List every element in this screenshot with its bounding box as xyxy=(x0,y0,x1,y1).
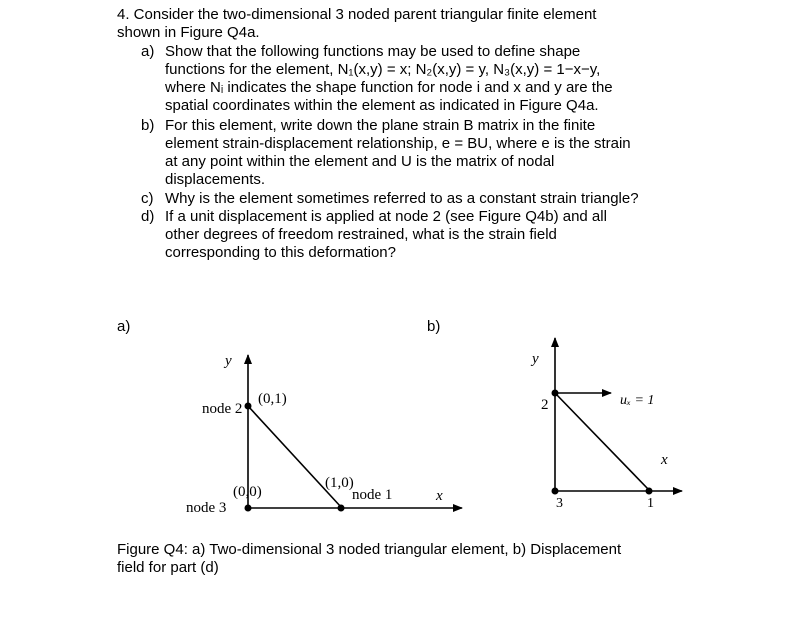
figure-a-node1-label: node 1 xyxy=(352,487,393,503)
figure-a-diagram xyxy=(186,353,462,516)
part-d-line3: corresponding to this deformation? xyxy=(165,244,396,261)
part-c-line1: Why is the element sometimes referred to as a constant strain triangle? xyxy=(165,190,639,207)
figure-a-node1-dot xyxy=(338,505,345,512)
figure-b-node1-dot xyxy=(646,488,653,495)
figure-a-node2-label: node 2 xyxy=(202,401,243,417)
part-b-line1: For this element, write down the plane strain B matrix in the finite xyxy=(165,117,596,134)
part-b-line4: displacements. xyxy=(165,171,266,188)
figure-a-node3-dot xyxy=(245,505,252,512)
figure-b-node2-dot xyxy=(552,390,559,397)
figure-a-hypotenuse xyxy=(248,406,341,507)
part-c-marker: c) xyxy=(141,190,154,207)
figure-a-label: a) xyxy=(117,318,131,335)
part-a-line1: Show that the following functions may be used to define shape xyxy=(165,43,581,60)
figure-b-node3-number: 3 xyxy=(556,496,563,511)
figure-a-x-label: x xyxy=(436,488,443,504)
part-b-line2: element strain-displacement relationship, e = BU, where e is the strain xyxy=(165,135,631,152)
part-a-line4: spatial coordinates within the element as indicated in Figure Q4a. xyxy=(165,97,599,114)
part-d-marker: d) xyxy=(141,208,155,225)
figure-b-label: b) xyxy=(427,318,441,335)
part-a-line2: functions for the element, N₁(x,y) = x; N₂(x,y) = y, N₃(x,y) = 1−x−y, xyxy=(165,61,601,78)
figure-b-y-label: y xyxy=(532,351,539,367)
figure-caption-line2: field for part (d) xyxy=(117,559,219,576)
part-b-marker: b) xyxy=(141,117,155,134)
question-title-line1: 4. Consider the two-dimensional 3 noded parent triangular finite element xyxy=(117,6,597,23)
figure-a-node3-label: node 3 xyxy=(186,500,227,516)
figure-b-node3-dot xyxy=(552,488,559,495)
figure-a-y-label: y xyxy=(225,353,232,369)
figure-a-node2-coord: (0,1) xyxy=(258,391,287,407)
part-a-line3: where Nᵢ indicates the shape function for node i and x and y are the xyxy=(165,79,613,96)
figure-b-diagram xyxy=(530,338,682,511)
figure-b-node1-number: 1 xyxy=(647,496,654,511)
part-a-marker: a) xyxy=(141,43,155,60)
figure-caption-line1: Figure Q4: a) Two-dimensional 3 noded triangular element, b) Displacement xyxy=(117,541,622,558)
question-title-line2: shown in Figure Q4a. xyxy=(117,24,260,41)
figure-a-node3-coord: (0,0) xyxy=(233,484,262,500)
part-b-line3: at any point within the element and U is the matrix of nodal xyxy=(165,153,555,170)
part-d-line1: If a unit displacement is applied at node 2 (see Figure Q4b) and all xyxy=(165,208,607,225)
figure-b-x-label: x xyxy=(661,452,668,468)
figure-a-node1-coord: (1,0) xyxy=(325,475,354,491)
figure-a-node2-dot xyxy=(245,403,252,410)
figure-b-displacement-label: uₓ = 1 xyxy=(620,393,655,408)
figure-b-node2-number: 2 xyxy=(541,397,549,413)
part-d-line2: other degrees of freedom restrained, what is the strain field xyxy=(165,226,557,243)
